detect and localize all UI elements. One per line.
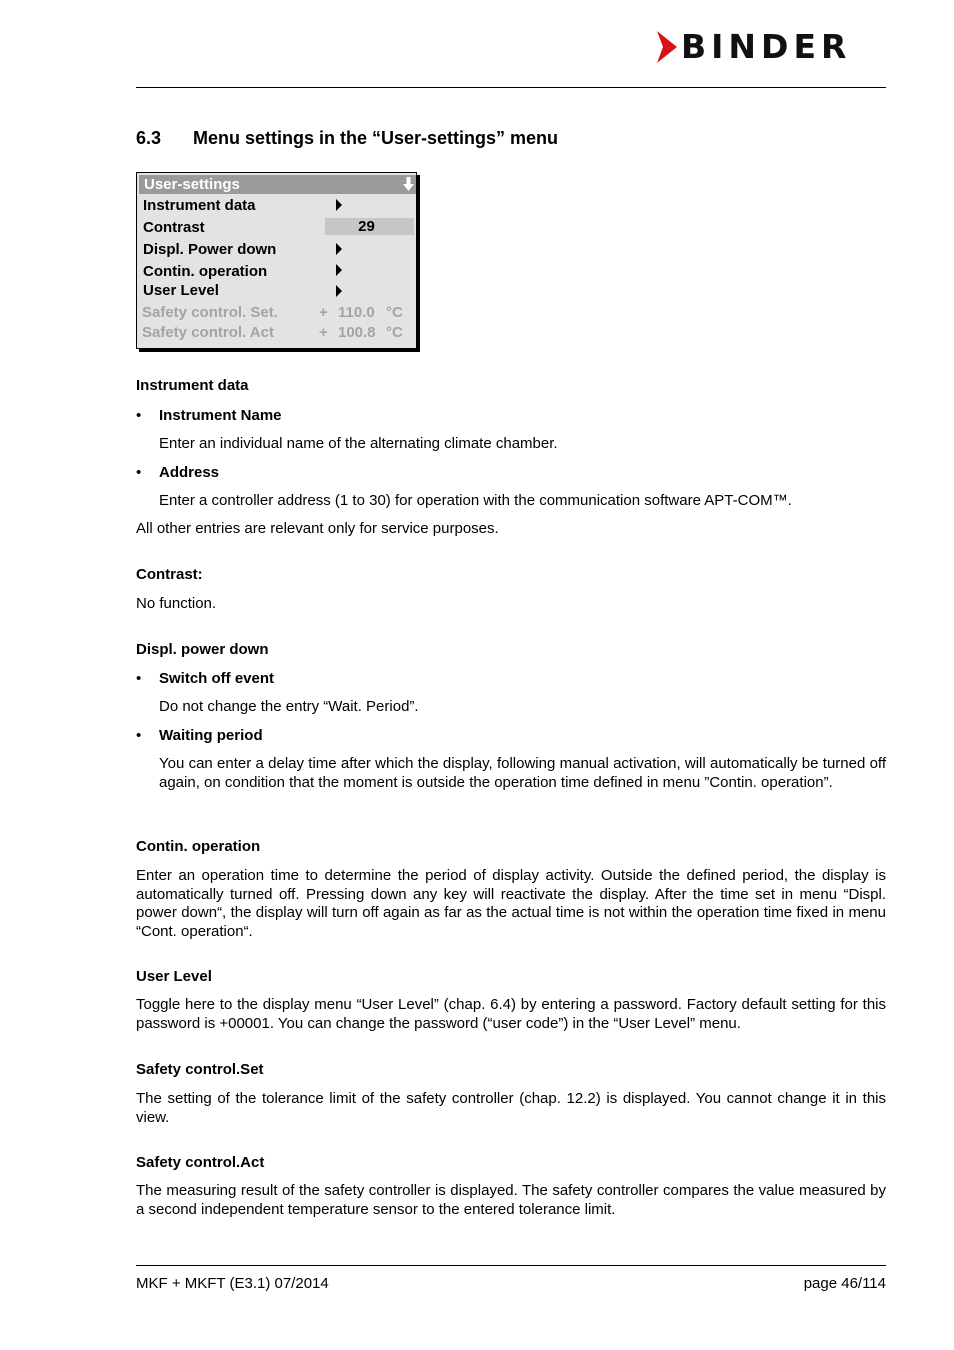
safety-act-unit: °C [386, 324, 403, 341]
contin-operation-heading: Contin. operation [136, 838, 261, 855]
menu-title-bar [139, 175, 416, 194]
submenu-arrow-icon[interactable] [336, 285, 342, 297]
user-level-heading: User Level [136, 968, 212, 985]
bullet-title-instrument-name: Instrument Name [159, 407, 282, 424]
address-text: Enter a controller address (1 to 30) for operation with the communication software APT-COM™. [159, 492, 792, 509]
menu-item-user-level[interactable]: User Level [143, 282, 219, 299]
bullet-title-waiting-period: Waiting period [159, 727, 263, 744]
waiting-period-text: You can enter a delay time after which the display, following manual activation, will automatically be turned off again, on condition that the moment is outside the operation time defined in menu ”Contin. operation”. [159, 755, 886, 791]
user-level-text: Toggle here to the display menu “User Level” (chap. 6.4) by entering a password. Factory default setting for this password is +00001. You can change the password (“user code”) in the “User Level” menu. [136, 996, 886, 1032]
submenu-arrow-icon[interactable] [336, 243, 342, 255]
safety-set-heading: Safety control.Set [136, 1061, 264, 1078]
menu-item-contin-operation[interactable]: Contin. operation [143, 263, 268, 280]
bullet-title-switch-off-event: Switch off event [159, 670, 275, 687]
safety-act-text: The measuring result of the safety controller is displayed. The safety controller compares the value measured by a second independent temperature sensor to the entered tolerance limit. [136, 1182, 886, 1218]
menu-item-contrast[interactable]: Contrast [143, 219, 205, 236]
safety-act-heading: Safety control.Act [136, 1154, 265, 1171]
safety-set-unit: °C [386, 304, 403, 321]
instrument-name-text: Enter an individual name of the alternating climate chamber. [159, 435, 558, 452]
contin-operation-text: Enter an operation time to determine the period of display activity. Outside the defined period, the display is automatically turned off. Pressing down any key will reactivate the display. After the time set in menu “Displ. power down“, the display will turn off again as far as the actual time is not within the operation time fixed in menu “Cont. operation“. [136, 867, 886, 940]
safety-set-value: 110.0 [338, 304, 375, 321]
switch-off-event-text: Do not change the entry “Wait. Period”. [159, 698, 419, 715]
menu-item-instrument-data[interactable]: Instrument data [143, 197, 256, 214]
submenu-arrow-icon[interactable] [336, 199, 342, 211]
binder-arrow-icon [655, 30, 679, 64]
contrast-value: 29 [358, 218, 375, 235]
bullet-dot: • [136, 727, 142, 744]
brand-name: BINDER [681, 27, 852, 66]
page-number: page 46/114 [803, 1275, 886, 1292]
menu-title: User-settings [144, 176, 240, 193]
safety-act-sign: + [319, 324, 328, 341]
section-title: Menu settings in the “User-settings” menu [193, 128, 559, 148]
document-id: MKF + MKFT (E3.1) 07/2014 [136, 1275, 329, 1292]
displ-power-down-heading: Displ. power down [136, 641, 269, 658]
instrument-data-heading: Instrument data [136, 377, 249, 394]
menu-item-safety-control-set: Safety control. Set. [142, 304, 278, 321]
menu-item-displ-power-down[interactable]: Displ. Power down [143, 241, 277, 258]
contrast-value-field[interactable] [325, 218, 414, 235]
bullet-title-address: Address [159, 464, 220, 481]
arrow-down-icon[interactable] [403, 177, 414, 192]
section-number: 6.3 [136, 128, 162, 148]
safety-act-value: 100.8 [338, 324, 376, 341]
footer-divider [136, 1265, 886, 1266]
bullet-dot: • [136, 464, 142, 481]
safety-set-sign: + [319, 304, 328, 321]
binder-logo [655, 27, 887, 66]
bullet-dot: • [136, 670, 142, 687]
contrast-heading: Contrast: [136, 566, 203, 583]
safety-set-text: The setting of the tolerance limit of the safety controller (chap. 12.2) is displayed. You cannot change it in this view. [136, 1090, 886, 1126]
header-divider [136, 87, 886, 88]
contrast-text: No function. [136, 595, 217, 612]
submenu-arrow-icon[interactable] [336, 264, 342, 276]
bullet-dot: • [136, 407, 142, 424]
user-settings-menu-panel [136, 172, 417, 349]
service-note-text: All other entries are relevant only for service purposes. [136, 520, 499, 537]
menu-item-safety-control-act: Safety control. Act [142, 324, 274, 341]
